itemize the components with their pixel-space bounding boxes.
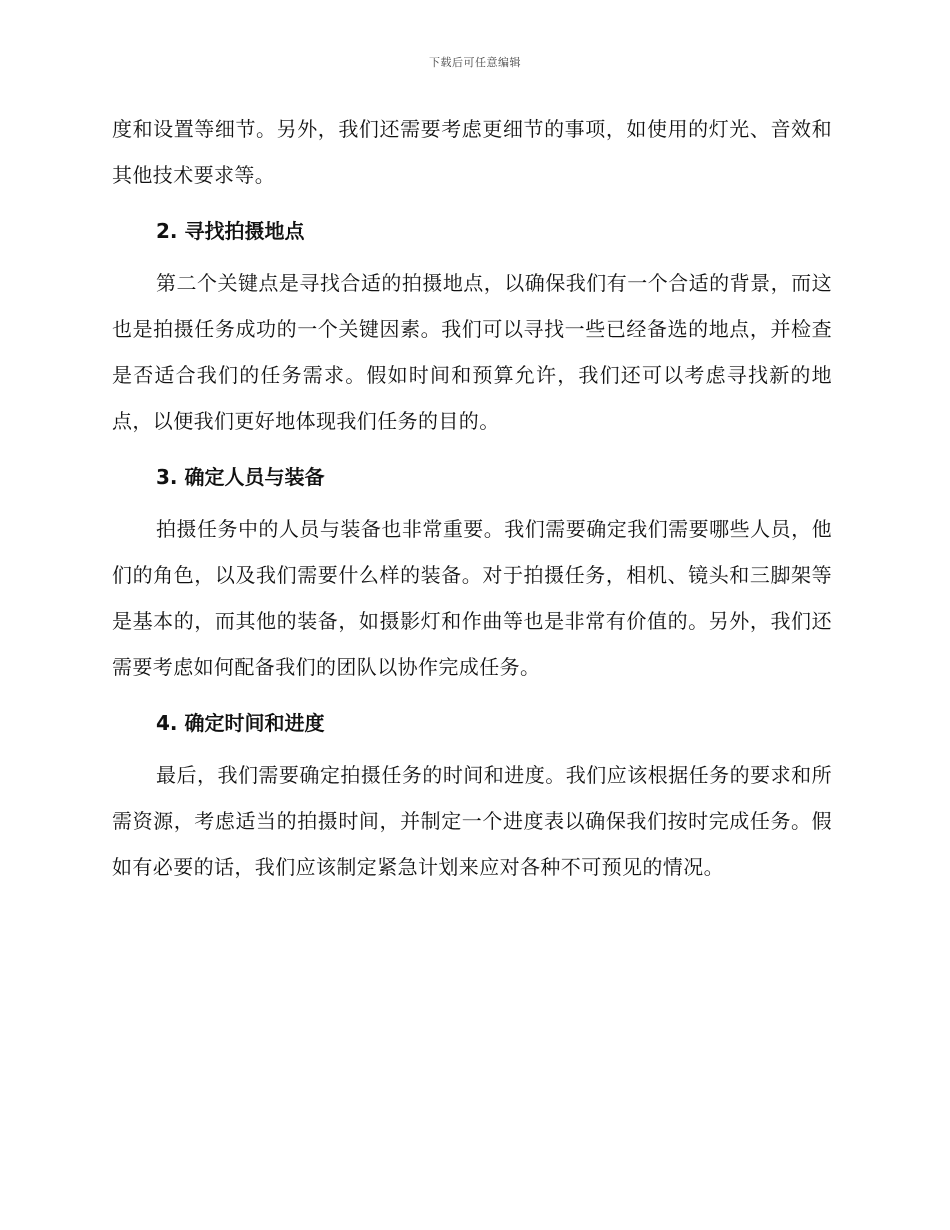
document-body bbox=[112, 106, 832, 890]
paragraph-section-4: 最后，我们需要确定拍摄任务的时间和进度。我们应该根据任务的要求和所需资源，考虑适当的拍摄时间，并制定一个进度表以确保我们按时完成任务。假如有必要的话，我们应该制定紧急计划来应对各种不可预见的情况。 bbox=[112, 763, 832, 879]
paragraph-section-3: 拍摄任务中的人员与装备也非常重要。我们需要确定我们需要哪些人员，他们的角色，以及我们需要什么样的装备。对于拍摄任务，相机、镜头和三脚架等是基本的，而其他的装备，如摄影灯和作曲等也是非常有价值的。另外，我们还需要考虑如何配备我们的团队以协作完成任务。 bbox=[112, 517, 832, 679]
running-header: 下载后可任意编辑 bbox=[429, 56, 521, 69]
section-heading-4: 4. 确定时间和进度 bbox=[156, 711, 325, 735]
section-heading-3: 3. 确定人员与装备 bbox=[156, 465, 325, 489]
paragraph-section-2: 第二个关键点是寻找合适的拍摄地点，以确保我们有一个合适的背景，而这也是拍摄任务成功的一个关键因素。我们可以寻找一些已经备选的地点，并检查是否适合我们的任务需求。假如时间和预算允许，我们还可以考虑寻找新的地点，以便我们更好地体现我们任务的目的。 bbox=[112, 271, 832, 433]
section-heading-2: 2. 寻找拍摄地点 bbox=[156, 219, 305, 243]
paragraph-continued: 度和设置等细节。另外，我们还需要考虑更细节的事项，如使用的灯光、音效和其他技术要求等。 bbox=[112, 117, 832, 187]
